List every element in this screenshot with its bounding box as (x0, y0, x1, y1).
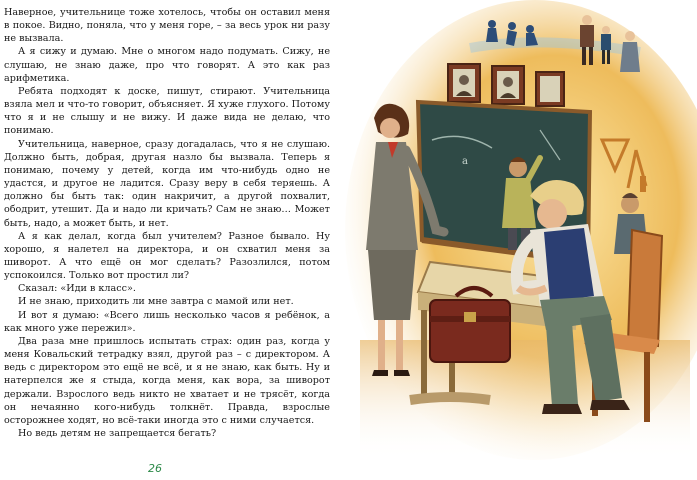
story-text (4, 6, 330, 440)
classroom-illustration-icon (340, 0, 697, 480)
right-page (340, 0, 697, 480)
paragraph: Наверное, учительнице тоже хотелось, чтобы он оставил меня в покое. Видно, поняла, что у меня горе, – за весь урок ни разу не вызвала. (4, 7, 330, 45)
page-number: 26 (148, 462, 162, 475)
paragraph: И не знаю, приходить ли мне завтра с мамой или нет. (18, 296, 294, 308)
svg-text:a: a (462, 156, 468, 167)
paragraph: А я сижу и думаю. Мне о многом надо подумать. Сижу, не слушаю, не знаю даже, про что говорят. А это как раз арифметика. (4, 46, 330, 84)
briefcase (430, 288, 510, 362)
paragraph: Сказал: «Иди в класс». (18, 283, 136, 295)
paragraph: Два раза мне пришлось испытать страх: один раз, когда у меня Ковальский тетрадку взял, другой раз – с директором. А ведь с директором это ещё не всё, и я не знаю, как быть. Ну и натерпелся же я стыда, когда меня, как вора, за шиворот держали. Взрослого ведь никто не хватает и не трясёт, когда он нечаянно кого-нибудь толкнёт. Правда, взрослые осторожнее ходят, но всё-таки иногда это с ними случается. (4, 335, 330, 426)
paragraph: Учительница, наверное, сразу догадалась, что я не слушаю. Должно быть, добрая, другая назло бы вызвала. Теперь я понимаю, почему у детей, когда им что-нибудь одно не удастся, и другое не ладится. Сразу веру в себя теряешь. А должно бы быть так: один накричит, а другой похвалит, ободрит, утешит. Да и надо ли кричать? Сам не знаю… Может быть, надо, а может быть, и нет. (4, 138, 330, 229)
paragraph: А я как делал, когда был учителем? Разное бывало. Ну хорошо, я налетел на директора, и он схватил меня за шиворот. А что ещё он мог сделать? Разозлился, потом успокоился. Только вот простил ли? (4, 230, 330, 282)
paragraph: И вот я думаю: «Всего лишь несколько часов я ребёнок, а как много уже пережил». (4, 309, 330, 334)
paragraph: Ребята подходят к доске, пишут, стирают. Учительница взяла мел и что-то говорит, объясняет. Я хуже глухого. Потому что я и не слышу и не вижу. И даже вида не делаю, что понимаю. (4, 85, 330, 137)
floor (360, 340, 690, 460)
left-page (0, 0, 340, 480)
paragraph: Но ведь детям не запрещается бегать? (18, 428, 217, 439)
